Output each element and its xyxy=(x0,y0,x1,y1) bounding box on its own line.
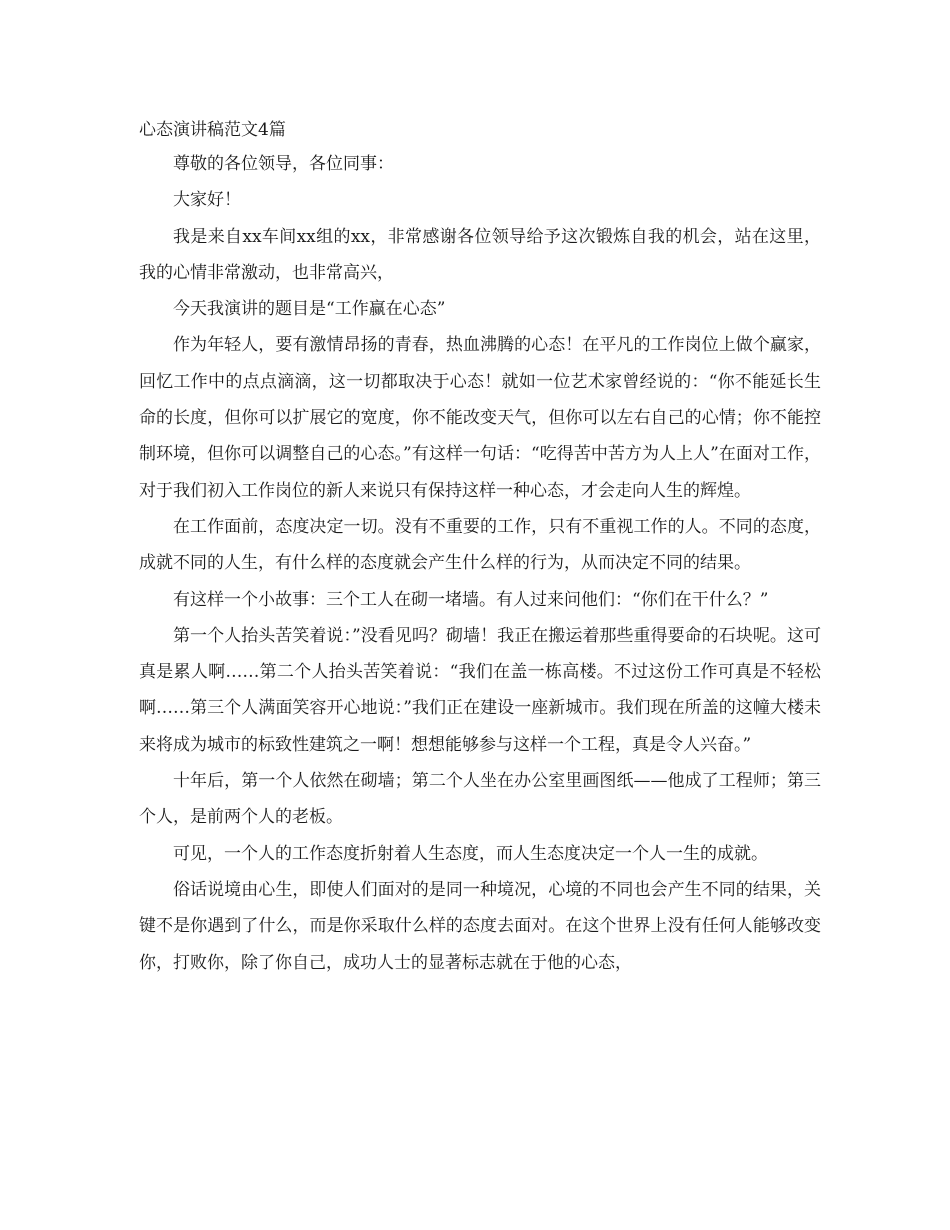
document-body xyxy=(139,117,821,981)
paragraph-story-intro: 有这样一个小故事：三个工人在砌一堵墙。有人过来问他们：“你们在干什么？” xyxy=(173,589,769,610)
paragraph-conclusion: 可见，一个人的工作态度折射着人生态度，而人生态度决定一个人一生的成就。 xyxy=(173,843,768,864)
paragraph-mindset: 俗话说境由心生，即使人们面对的是同一种境况，心境的不同也会产生不同的结果，关键不是你遇到了什么，而是你采取什么样的态度去面对。在这个世界上没有任何人能够改变你，打败你，除了你自己，成功人士的显著标志就在于他的心态， xyxy=(139,879,821,973)
paragraph-topic: 今天我演讲的题目是“工作赢在心态” xyxy=(173,299,446,320)
paragraph-youth-attitude: 作为年轻人，要有激情昂扬的青春，热血沸腾的心态！在平凡的工作岗位上做个赢家，回忆工作中的点点滴滴，这一切都取决于心态！就如一位艺术家曾经说的：“你不能延长生命的长度，但你可以扩展它的宽度，你不能改变天气，但你可以左右自己的心情；你不能控制环境，但你可以调整自己的心态。”有这样一句话：“吃得苦中苦方为人上人”在面对工作，对于我们初入工作岗位的新人来说只有保持这样一种心态，才会走向人生的辉煌。 xyxy=(139,335,821,501)
paragraph-attitude-decides: 在工作面前，态度决定一切。没有不重要的工作，只有不重视工作的人。不同的态度，成就不同的人生，有什么样的态度就会产生什么样的行为，从而决定不同的结果。 xyxy=(139,516,821,574)
document-title: 心态演讲稿范文4篇 xyxy=(139,120,286,140)
paragraph-salutation: 尊敬的各位领导，各位同事： xyxy=(173,154,394,174)
paragraph-ten-years-later: 十年后，第一个人依然在砌墙；第二个人坐在办公室里画图纸——他成了工程师；第三个人，是前两个人的老板。 xyxy=(139,771,821,828)
paragraph-greeting: 大家好！ xyxy=(173,190,241,211)
paragraph-introduction: 我是来自xx车间xx组的xx，非常感谢各位领导给予这次锻炼自我的机会，站在这里，我的心情非常激动，也非常高兴， xyxy=(139,226,821,283)
paragraph-three-workers: 第一个人抬头苦笑着说：”没看见吗？砌墙！我正在搬运着那些重得要命的石块呢。这可真是累人啊……第二个人抬头苦笑着说：“我们在盖一栋高楼。不过这份工作可真是不轻松啊……第三个人满面笑容开心地说：”我们正在建设一座新城市。我们现在所盖的这幢大楼未来将成为城市的标致性建筑之一啊！想想能够参与这样一个工程，真是令人兴奋。” xyxy=(139,625,821,755)
